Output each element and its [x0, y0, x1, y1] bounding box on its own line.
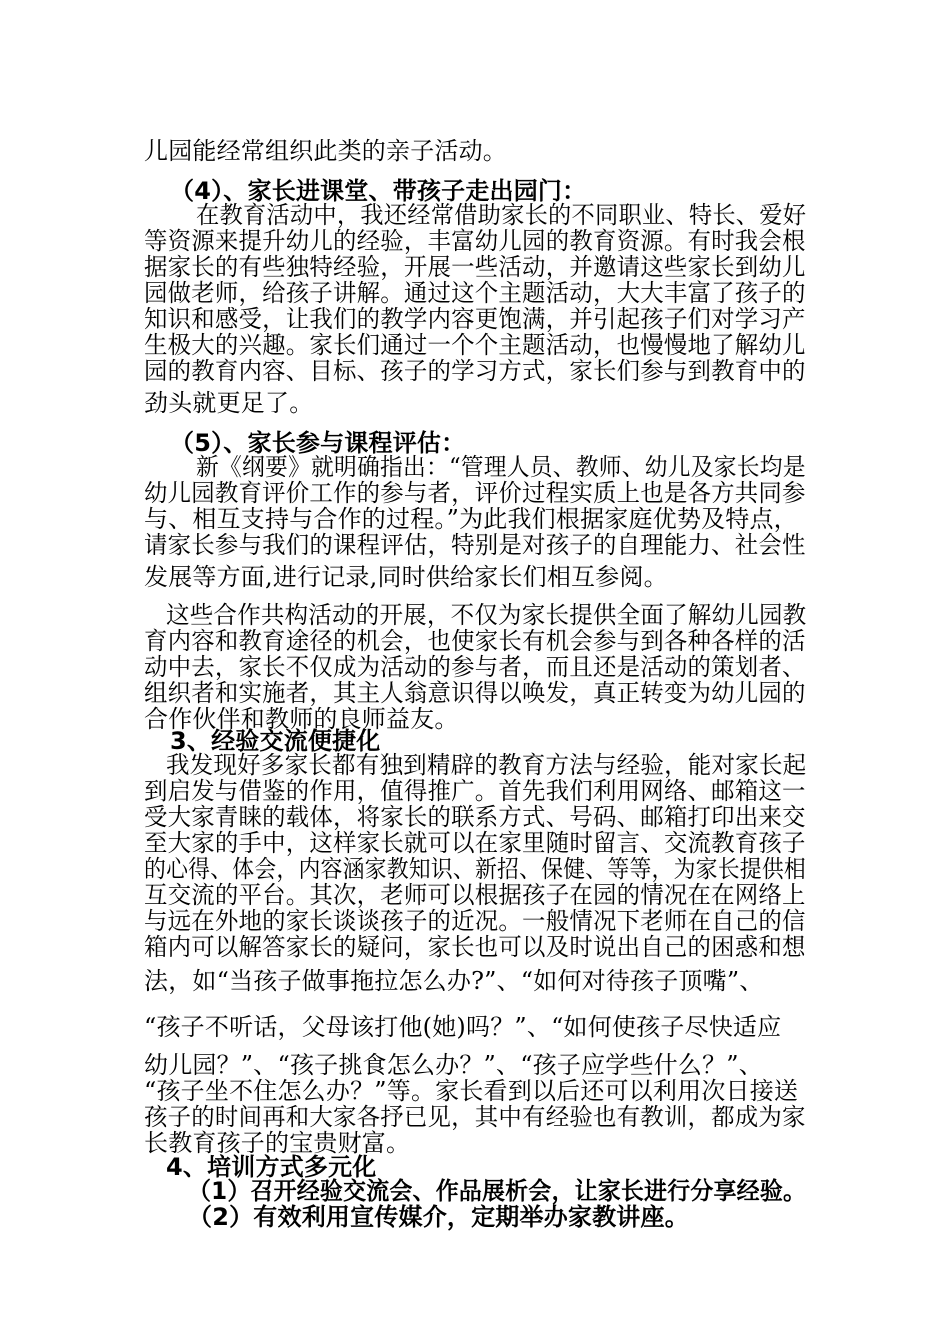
text-line: “孩子坐不住怎么办？”等。家长看到以后还可以利用次日接送: [144, 1077, 799, 1105]
text-line: 请家长参与我们的课程评估，特别是对孩子的自理能力、社会性: [144, 531, 806, 559]
list-item: （1）召开经验交流会、作品展析会，让家长进行分享经验。: [188, 1177, 807, 1205]
section-heading: （4）、家长进课堂、带孩子走出园门：: [170, 177, 587, 205]
text-line: 据家长的有些独特经验，开展一些活动，并邀请这些家长到幼儿: [144, 253, 806, 281]
text-line: 发展等方面,进行记录,同时供给家长们相互参阅。: [144, 563, 668, 591]
text-line: 与远在外地的家长谈谈孩子的近况。一般情况下老师在自己的信: [144, 907, 806, 935]
text-line: 合作伙伴和教师的良师益友。: [144, 705, 459, 733]
text-line: 儿园能经常组织此类的亲子活动。: [144, 137, 507, 165]
text-line: 孩子的时间再和大家各抒已见，其中有经验也有教训，都成为家: [144, 1103, 806, 1131]
text-line: 园的教育内容、目标、孩子的学习方式，家长们参与到教育中的: [144, 357, 806, 385]
section-heading: 4、培训方式多元化: [166, 1153, 377, 1181]
text-line: 育内容和教育途径的机会，也使家长有机会参与到各种各样的活: [144, 627, 806, 655]
text-line: 箱内可以解答家长的疑问，家长也可以及时说出自己的困惑和想: [144, 933, 806, 961]
section-heading: 3、经验交流便捷化: [170, 727, 381, 755]
text-line: 等资源来提升幼儿的经验，丰富幼儿园的教育资源。有时我会根: [144, 227, 806, 255]
section-heading: （5）、家长参与课程评估：: [170, 429, 466, 457]
text-line: 我发现好多家长都有独到精辟的教育方法与经验，能对家长起: [166, 751, 807, 779]
text-line: 长教育孩子的宝贵财富。: [144, 1129, 411, 1157]
text-line: 至大家的手中，这样家长就可以在家里随时留言、交流教育孩子: [144, 829, 806, 857]
text-line: 法，如“当孩子做事拖拉怎么办?”、“如何对待孩子顶嘴”、: [144, 967, 764, 995]
text-line: 互交流的平台。其次，老师可以根据孩子在园的情况在在网络上: [144, 881, 806, 909]
text-line: 劲头就更足了。: [144, 389, 314, 417]
text-line: 新《纲要》就明确指出：“管理人员、教师、幼儿及家长均是: [196, 453, 806, 481]
text-line: 受大家青睐的载体，将家长的联系方式、号码、邮箱打印出来交: [144, 803, 806, 831]
text-line: 在教育活动中，我还经常借助家长的不同职业、特长、爱好: [196, 201, 807, 229]
text-line: 园做老师，给孩子讲解。通过这个主题活动，大大丰富了孩子的: [144, 279, 806, 307]
text-line: 生极大的兴趣。家长们通过一个个主题活动，也慢慢地了解幼儿: [144, 331, 806, 359]
text-line: 动中去，家长不仅成为活动的参与者，而且还是活动的策划者、: [144, 653, 806, 681]
text-line: 与、相互支持与合作的过程。”为此我们根据家庭优势及特点，: [144, 505, 798, 533]
text-line: 这些合作共构活动的开展，不仅为家长提供全面了解幼儿园教: [166, 601, 807, 629]
list-item: （2）有效利用宣传媒介，定期举办家教讲座。: [188, 1203, 689, 1231]
text-line: “孩子不听话，父母该打他(她)吗？”、“如何使孩子尽快适应: [144, 1013, 782, 1041]
text-line: 的心得、体会，内容涵家教知识、新招、保健、等等，为家长提供相: [144, 855, 806, 883]
text-line: 幼儿园教育评价工作的参与者，评价过程实质上也是各方共同参: [144, 479, 806, 507]
text-line: 幼儿园？”、“孩子挑食怎么办？”、“孩子应学些什么？”、: [144, 1051, 763, 1079]
text-line: 到启发与借鉴的作用，值得推广。首先我们利用网络、邮箱这一: [144, 777, 806, 805]
text-line: 组织者和实施者，其主人翁意识得以唤发，真正转变为幼儿园的: [144, 679, 806, 707]
text-line: 知识和感受，让我们的教学内容更饱满，并引起孩子们对学习产: [144, 305, 806, 333]
